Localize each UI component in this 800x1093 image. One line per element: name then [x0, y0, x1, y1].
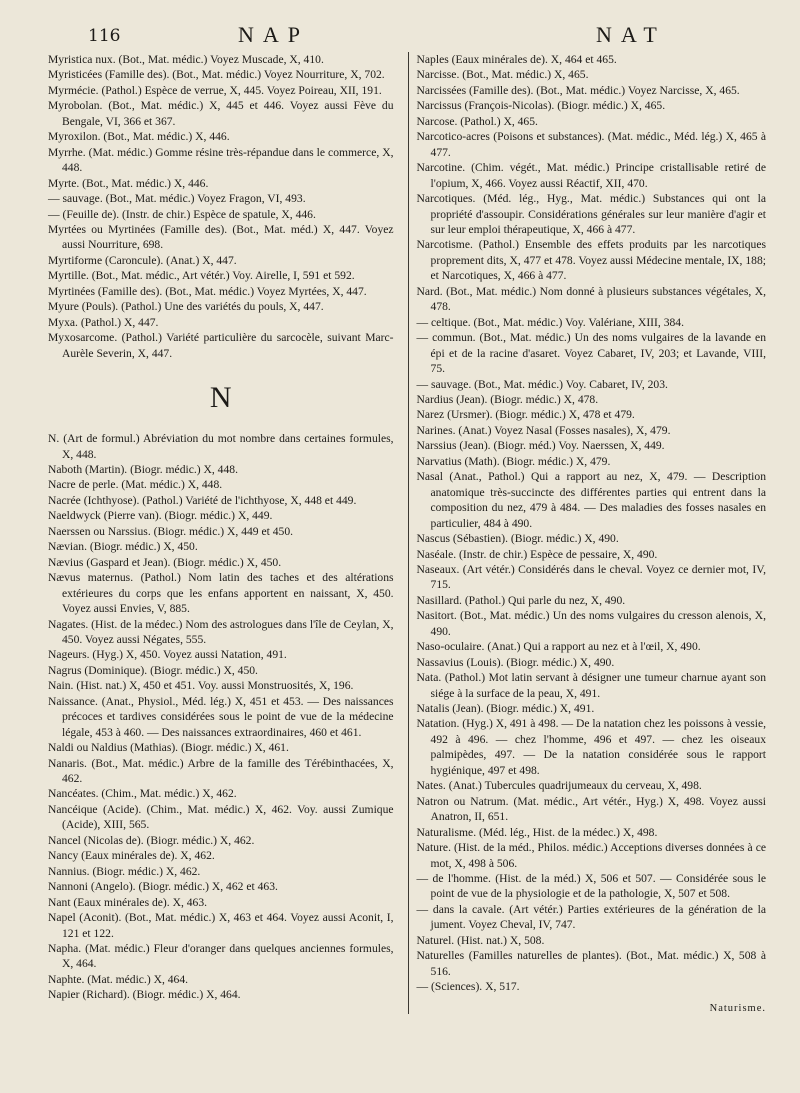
- entries-n-section: [48, 431, 394, 1003]
- index-entry: Nassavius (Louis). (Biogr. médic.) X, 490.: [416, 655, 615, 669]
- left-column: [48, 52, 394, 1014]
- index-entry: Nancéique (Acide). (Chim., Mat. médic.) X, 462. Voy. aussi Zumique (Acide), XIII, 565.: [48, 802, 394, 832]
- index-entry: Myristica nux. (Bot., Mat. médic.) Voyez Muscade, X, 410.: [48, 53, 324, 66]
- entries-m-section: [48, 52, 394, 361]
- index-entry: Myxosarcome. (Pathol.) Variété particulière du sarcocèle, suivant Marc-Aurèle Severin, X, 447.: [48, 331, 394, 360]
- index-entry: Nannoni (Angelo). (Biogr. médic.) X, 462 et 463.: [48, 880, 278, 894]
- section-letter-n: N: [209, 381, 232, 415]
- index-entry: Naturelles (Familles naturelles de plantes). (Bot., Mat. médic.) X, 508 à 516.: [416, 949, 766, 978]
- index-entry: Nant (Eaux minérales de). X, 463.: [48, 895, 208, 909]
- index-entry: Nasitort. (Bot., Mat. médic.) Un des noms vulgaires du cresson alenois, X, 490.: [416, 609, 766, 638]
- index-entry: Naso-oculaire. (Anat.) Qui a rapport au nez et à l'œil, X, 490.: [416, 640, 701, 654]
- index-entry: Narcotine. (Chim. végét., Mat. médic.) Principe cristallisable retiré de l'opium, X, 466. Voyez aussi Réactif, XII, 470.: [416, 161, 766, 190]
- index-entry: Naldi ou Naldius (Mathias). (Biogr. médic.) X, 461.: [48, 741, 289, 755]
- page-number: 116: [88, 26, 121, 46]
- index-entry: Narvatius (Math). (Biogr. médic.) X, 479.: [416, 454, 611, 468]
- index-entry: Nasillard. (Pathol.) Qui parle du nez, X, 490.: [416, 593, 626, 607]
- index-entry: Myrtées ou Myrtinées (Famille des). (Bot., Mat. méd.) X, 447. Voyez aussi Nourriture, 698.: [48, 222, 394, 252]
- index-entry: Narcissées (Famille des). (Bot., Mat. médic.) Voyez Narcisse, X, 465.: [416, 83, 740, 97]
- index-entry: Naboth (Martin). (Biogr. médic.) X, 448.: [48, 462, 238, 476]
- right-column: [408, 52, 766, 1014]
- index-entry: N. (Art de formul.) Abréviation du mot nombre dans certaines formules, X, 448.: [48, 432, 394, 461]
- columns: [48, 52, 766, 1014]
- index-entry: Natation. (Hyg.) X, 491 à 498. — De la natation chez les poissons à vessie, 492 à 496. — chez l'homme, 496 et 497. — chez les oiseaux palmipèdes, 497. — De la natation considérée sous le rapport hygiénique, 497 et 498.: [416, 717, 766, 777]
- index-entry: — de l'homme. (Hist. de la méd.) X, 506 et 507. — Considérée sous le point de vue de la physiologie et de la pathologie, X, 507 et 508.: [416, 872, 766, 901]
- index-entry: Naphte. (Mat. médic.) X, 464.: [48, 972, 189, 986]
- index-entry: Narcotico-acres (Poisons et substances). (Mat. médic., Méd. lég.) X, 465 à 477.: [416, 130, 766, 159]
- entries-right: [417, 52, 766, 995]
- index-entry: Narcissus (François-Nicolas). (Biogr. médic.) X, 465.: [416, 99, 666, 113]
- index-entry: Myrtille. (Bot., Mat. médic., Art vétér.) Voy. Airelle, I, 591 et 592.: [48, 269, 355, 283]
- index-entry: Myrtiforme (Caroncule). (Anat.) X, 447.: [48, 253, 237, 267]
- index-entry: Naeldwyck (Pierre van). (Biogr. médic.) X, 449.: [48, 509, 273, 523]
- index-entry: Nannius. (Biogr. médic.) X, 462.: [48, 864, 201, 878]
- running-head-left: NAP: [238, 22, 310, 47]
- index-entry: Nanaris. (Bot., Mat. médic.) Arbre de la famille des Térébinthacées, X, 462.: [48, 756, 394, 786]
- index-entry: Naséale. (Instr. de chir.) Espèce de pessaire, X, 490.: [416, 547, 658, 561]
- index-entry: Myxa. (Pathol.) X, 447.: [48, 315, 159, 329]
- index-entry: Nancéates. (Chim., Mat. médic.) X, 462.: [48, 787, 237, 801]
- index-entry: Narcose. (Pathol.) X, 465.: [416, 114, 538, 128]
- index-entry: — commun. (Bot., Mat. médic.) Un des noms vulgaires de la lavande en épi et de la racine d'asaret. Voyez Cabaret, IV, 203; et Lavande, VIII, 75.: [416, 331, 766, 376]
- index-entry: Naseaux. (Art vétér.) Considérés dans le cheval. Voyez ce dernier mot, IV, 715.: [416, 562, 766, 592]
- index-entry: Nasal (Anat., Pathol.) Qui a rapport au nez, X, 479. — Description anatomique très-succincte des différentes parties qui entrent dans la composition du nez, 479 à 484. — Des maladies des fosses nasales en particulier, 484 à 490.: [416, 470, 766, 530]
- index-entry: Nard. (Bot., Mat. médic.) Nom donné à plusieurs substances végétales, X, 478.: [416, 284, 766, 314]
- index-entry: Naples (Eaux minérales de). X, 464 et 465.: [416, 53, 617, 66]
- index-entry: Myrte. (Bot., Mat. médic.) X, 446.: [48, 176, 209, 190]
- index-entry: Narcotiques. (Méd. lég., Hyg., Mat. médic.) Substances qui ont la propriété d'assoupir. Considérations générales sur leur manière d'agir et sur leur emploi thérapeutique, X, 466 à 477.: [416, 192, 766, 236]
- index-entry: Myristicées (Famille des). (Bot., Mat. médic.) Voyez Nourriture, X, 702.: [48, 68, 385, 82]
- index-entry: Natron ou Natrum. (Mat. médic., Art vétér., Hyg.) X, 498. Voyez aussi Anatron, II, 651.: [416, 794, 766, 824]
- index-entry: Nascus (Sébastien). (Biogr. médic.) X, 490.: [416, 532, 619, 546]
- index-entry: Myrobolan. (Bot., Mat. médic.) X, 445 et 446. Voyez aussi Fève du Bengale, VI, 366 et 367.: [48, 99, 394, 128]
- index-entry: Nacre de perle. (Mat. médic.) X, 448.: [48, 478, 223, 492]
- index-entry: Narssius (Jean). (Biogr. méd.) Voy. Naerssen, X, 449.: [416, 439, 665, 453]
- index-entry: Napier (Richard). (Biogr. médic.) X, 464.: [48, 988, 241, 1002]
- index-entry: Nageurs. (Hyg.) X, 450. Voyez aussi Natation, 491.: [48, 648, 287, 662]
- index-entry: Myroxilon. (Bot., Mat. médic.) X, 446.: [48, 130, 230, 144]
- index-entry: Nature. (Hist. de la méd., Philos. médic.) Acceptions diverses données à ce mot, X, 498 à 506.: [416, 841, 766, 870]
- index-entry: Nævian. (Biogr. médic.) X, 450.: [48, 540, 198, 554]
- index-entry: Narcisse. (Bot., Mat. médic.) X, 465.: [416, 68, 589, 82]
- index-entry: Nancy (Eaux minérales de). X, 462.: [48, 849, 215, 863]
- index-entry: Nævius (Gaspard et Jean). (Biogr. médic.) X, 450.: [48, 555, 282, 569]
- index-entry: — celtique. (Bot., Mat. médic.) Voy. Valériane, XIII, 384.: [416, 315, 684, 329]
- index-entry: Naissance. (Anat., Physiol., Méd. lég.) X, 451 et 453. — Des naissances précoces et tardives considérées sous le point de vue de la médecine légale, 453 à 460. — Des naissances extraordinaires, 460 et 461.: [48, 694, 394, 739]
- index-entry: Nates. (Anat.) Tubercules quadrijumeaux du cerveau, X, 498.: [416, 779, 702, 793]
- index-entry: Narines. (Anat.) Voyez Nasal (Fosses nasales), X, 479.: [416, 423, 671, 437]
- index-entry: Nata. (Pathol.) Mot latin servant à désigner une tumeur charnue ayant son siége à la surface de la peau, X, 491.: [416, 671, 766, 700]
- index-entry: Nain. (Hist. nat.) X, 450 et 451. Voy. aussi Monstruosités, X, 196.: [48, 679, 354, 693]
- index-entry: Myrmécie. (Pathol.) Espèce de verrue, X, 445. Voyez Poireau, XII, 191.: [48, 83, 382, 97]
- index-entry: — sauvage. (Bot., Mat. médic.) Voyez Fragon, VI, 493.: [48, 192, 306, 206]
- index-entry: — (Sciences). X, 517.: [416, 980, 520, 994]
- index-entry: Myure (Pouls). (Pathol.) Une des variétés du pouls, X, 447.: [48, 300, 324, 314]
- index-entry: Nancel (Nicolas de). (Biogr. médic.) X, 462.: [48, 833, 255, 847]
- index-entry: Nævus maternus. (Pathol.) Nom latin des taches et des altérations extérieures du corps que les enfans apportent en naissant, X, 450. Voyez aussi Envies, V, 885.: [48, 571, 394, 616]
- index-entry: Nagates. (Hist. de la médec.) Nom des astrologues dans l'île de Ceylan, X, 450. Voyez aussi Négates, 555.: [48, 617, 394, 646]
- index-entry: — dans la cavale. (Art vétér.) Parties extérieures de la génération de la jument. Voyez Cheval, IV, 747.: [416, 902, 766, 932]
- catchword: Naturisme.: [709, 1002, 766, 1014]
- index-entry: Narez (Ursmer). (Biogr. médic.) X, 478 et 479.: [416, 408, 635, 422]
- index-entry: Naerssen ou Narssius. (Biogr. médic.) X, 449 et 450.: [48, 524, 294, 538]
- index-entry: Napel (Aconit). (Bot., Mat. médic.) X, 463 et 464. Voyez aussi Aconit, I, 121 et 122.: [48, 911, 394, 940]
- index-entry: Nacrée (Ichthyose). (Pathol.) Variété de l'ichthyose, X, 448 et 449.: [48, 493, 357, 507]
- index-entry: Naturalisme. (Méd. lég., Hist. de la médec.) X, 498.: [416, 825, 658, 839]
- index-entry: Napha. (Mat. médic.) Fleur d'oranger dans quelques anciennes formules, X, 464.: [48, 942, 394, 971]
- index-entry: Natalis (Jean). (Biogr. médic.) X, 491.: [416, 702, 595, 716]
- page-header: [48, 0, 766, 52]
- index-entry: Myrtinées (Famille des). (Bot., Mat. médic.) Voyez Myrtées, X, 447.: [48, 284, 367, 298]
- index-entry: Narcotisme. (Pathol.) Ensemble des effets produits par les narcotiques proprement dits, X, 477 et 478. Voyez aussi Médecine mentale, IX, 188; et Narcotiques, X, 466 à 477.: [416, 238, 766, 283]
- index-entry: Nardius (Jean). (Biogr. médic.) X, 478.: [416, 392, 599, 406]
- index-entry: Naturel. (Hist. nat.) X, 508.: [416, 933, 545, 947]
- running-head-right: NAT: [596, 22, 666, 47]
- index-entry: Nagrus (Dominique). (Biogr. médic.) X, 450.: [48, 663, 258, 677]
- index-entry: — (Feuille de). (Instr. de chir.) Espèce de spatule, X, 446.: [48, 207, 316, 221]
- index-entry: — sauvage. (Bot., Mat. médic.) Voy. Cabaret, IV, 203.: [416, 377, 668, 391]
- index-entry: Myrrhe. (Mat. médic.) Gomme résine très-répandue dans le commerce, X, 448.: [48, 145, 394, 175]
